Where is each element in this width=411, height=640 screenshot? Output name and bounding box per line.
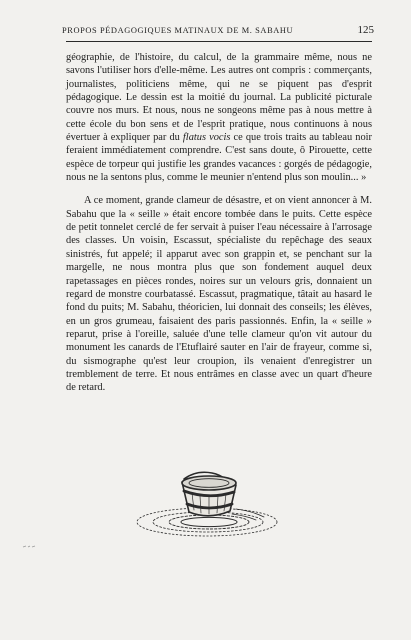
- paragraph-2: A ce moment, grande clameur de désastre, et on vient annoncer à M. Sabahu que la « seille » était encore tombée dans le puits. Cette espèce de petit tonnelet cerclé de fer servait à puiser l'eau nécessaire à l'arrosage des classes. Un voisin, Escassut, spécialiste du repêchage des seaux sinistrés, fut appelé; il apparut avec son grappin et, se penchant sur la margelle, ne nous montra plus que son fondement auquel deux rapetassages en pièces rondes, noires sur un velours gris, donnaient un regard de monstre courbatassé. Escassut, pragmatique, tâtait au hasard le fond du puits; M. Sabahu, théoricien, lui donnait des conseils; les élèves, en un gros grumeau, faisaient des paris passionnés. Enfin, la « seille » reparut, prise à l'oreille, saluée d'une telle clameur qu'on vit autour du monument les canards de l'Etuflairé sauter en l'air de frayeur, comme si, du sismographe qu'est leur croupion, ils venaient d'enregistrer un tremblement de terre. Et nous entrâmes en classe avec un quart d'heure de retard.: [66, 195, 372, 394]
- running-head: [62, 24, 374, 38]
- bucket-in-water-illustration: [132, 467, 282, 545]
- latin-phrase: flatus vocis: [182, 132, 231, 144]
- paragraph-1-end: ce que trois traits au tableau noir feraient immédiatement comprendre. C'est sans doute, ô Pirouette, cette espèce de torpeur qui justifie les grandes vacances : gorgés de pédagogie, nous ne la sentons plus, comme le meunier n'entend plus son moulin... »: [66, 132, 372, 184]
- running-title: PROPOS PÉDAGOGIQUES MATINAUX DE M. SABAHU: [62, 26, 294, 35]
- paragraph-1-start: géographie, de l'histoire, du calcul, de la grammaire même, nous ne savons l'utiliser hors d'elle-même. Les autres ont compris : commerçants, journalistes, politiciens même, qui ne se piquent pas d'esprit pédagogique. Le dessin est la moitié du journal. La publicité picturale couvre nos murs. Et nous, nous ne songeons même pas à nous mettre à cette école du bon sens et de l'esprit pratique, nous continuons à nous évertuer à expliquer par du: [66, 52, 372, 144]
- page-number: 125: [357, 24, 374, 36]
- paragraph-1: [66, 51, 372, 184]
- header-rule: [66, 41, 372, 42]
- paper-speck: [22, 545, 36, 548]
- body-text: [66, 51, 372, 395]
